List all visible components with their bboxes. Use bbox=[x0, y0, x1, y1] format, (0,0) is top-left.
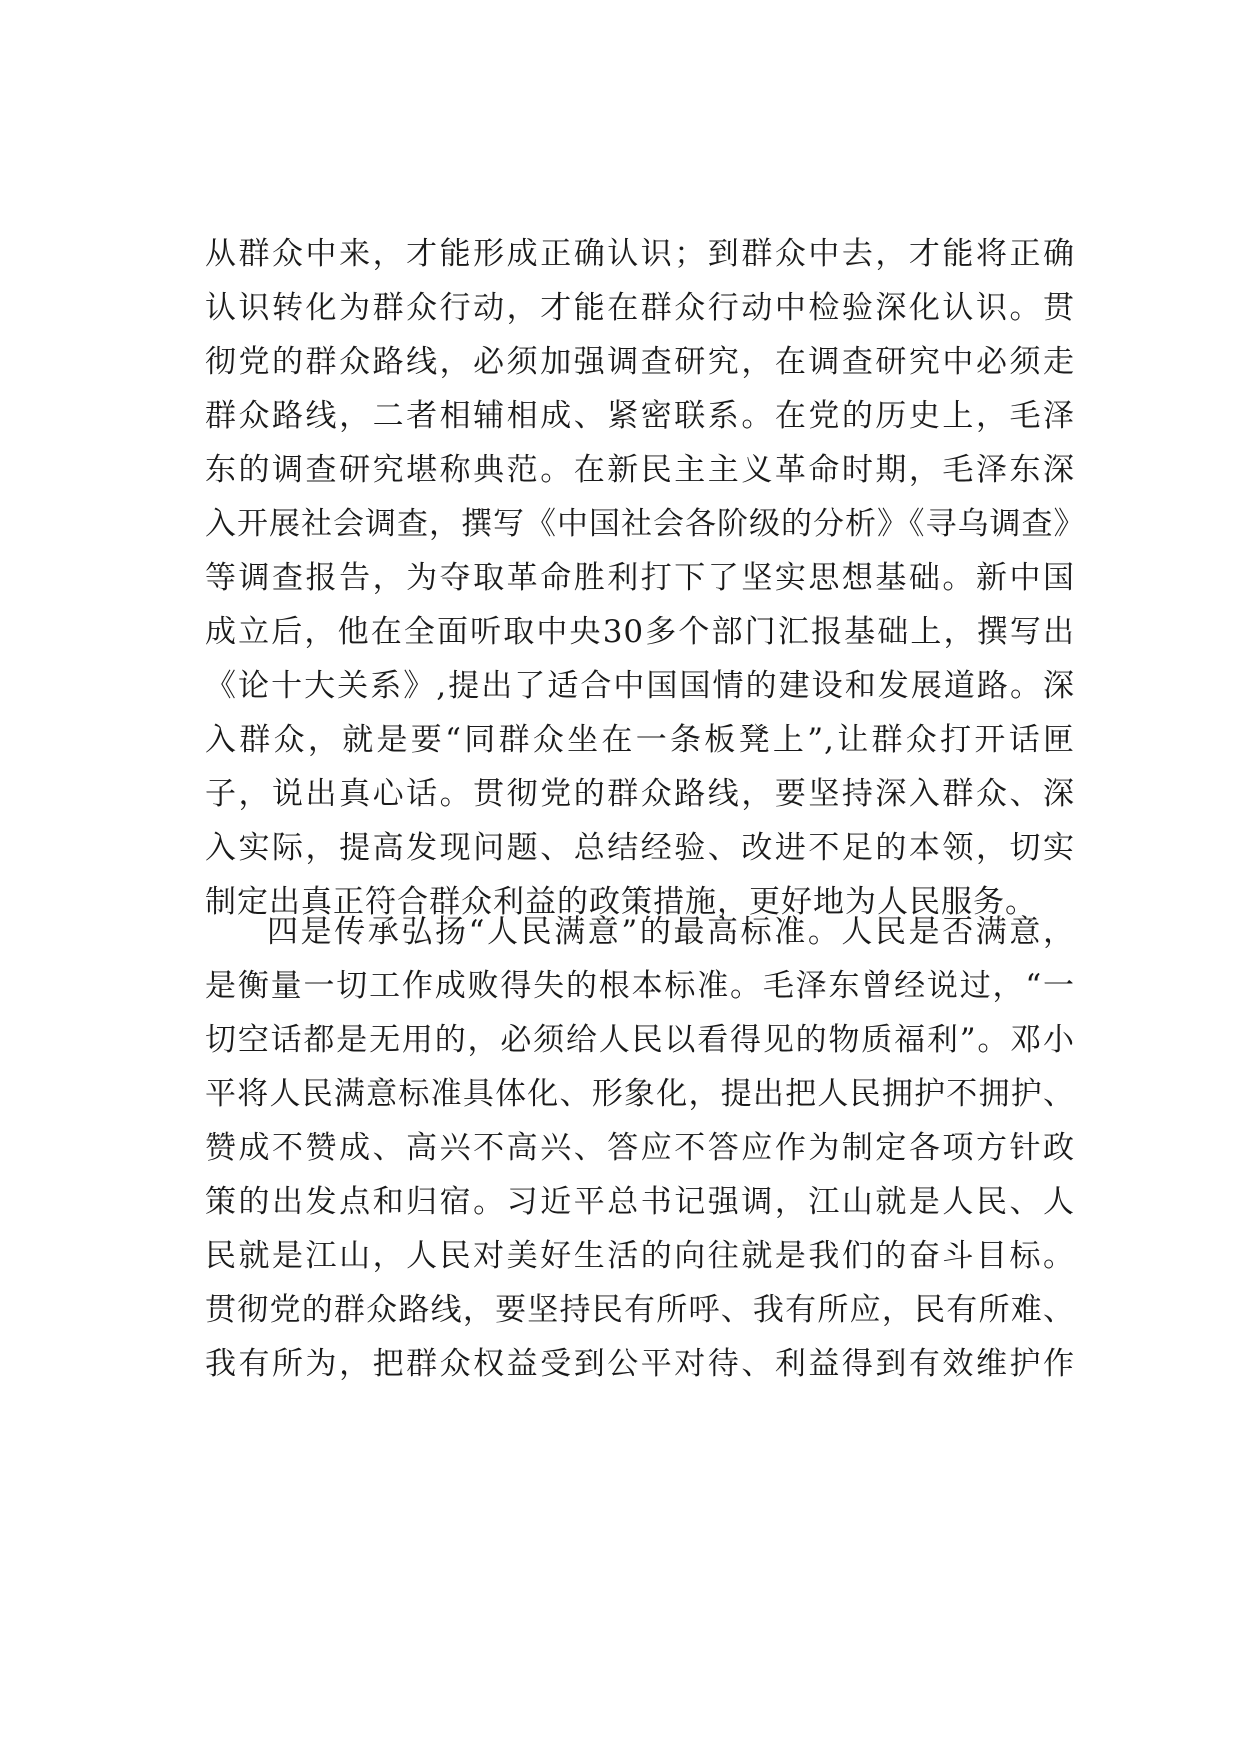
paragraph-line: 入实际，提高发现问题、总结经验、改进不足的本领，切实 bbox=[205, 830, 1075, 866]
paragraph-mass-line-research bbox=[205, 227, 1086, 929]
paragraph-line: 子，说出真心话。贯彻党的群众路线，要坚持深入群众、深 bbox=[205, 776, 1075, 812]
paragraph-line: 认识转化为群众行动，才能在群众行动中检验深化认识。贯 bbox=[205, 290, 1075, 326]
paragraph-line: 民就是江山，人民对美好生活的向往就是我们的奋斗目标。 bbox=[205, 1238, 1075, 1274]
paragraph-line: 彻党的群众路线，必须加强调查研究，在调查研究中必须走 bbox=[205, 344, 1075, 380]
paragraph-line: 贯彻党的群众路线，要坚持民有所呼、我有所应，民有所难、 bbox=[205, 1292, 1075, 1328]
paragraph-line: 策的出发点和归宿。习近平总书记强调，江山就是人民、人 bbox=[205, 1184, 1075, 1220]
paragraph-line: 成立后，他在全面听取中央30多个部门汇报基础上，撰写出 bbox=[205, 614, 1075, 650]
paragraph-line: 平将人民满意标准具体化、形象化，提出把人民拥护不拥护、 bbox=[205, 1076, 1075, 1112]
paragraph-line: 东的调查研究堪称典范。在新民主主义革命时期，毛泽东深 bbox=[205, 452, 1075, 488]
paragraph-line: 赞成不赞成、高兴不高兴、答应不答应作为制定各项方针政 bbox=[205, 1130, 1075, 1166]
paragraph-line: 入开展社会调查，撰写《中国社会各阶级的分析》《寻乌调查》 bbox=[205, 506, 1086, 542]
paragraph-people-satisfaction bbox=[205, 905, 1075, 1391]
paragraph-line: 四是传承弘扬“人民满意”的最高标准。人民是否满意， bbox=[267, 914, 1075, 950]
paragraph-line: 制定出真正符合群众利益的政策措施，更好地为人民服务。 bbox=[205, 884, 1037, 920]
paragraph-line: 切空话都是无用的，必须给人民以看得见的物质福利”。邓小 bbox=[205, 1022, 1075, 1058]
paragraph-line: 入群众，就是要“同群众坐在一条板凳上”,让群众打开话匣 bbox=[205, 722, 1075, 758]
paragraph-line: 等调查报告，为夺取革命胜利打下了坚实思想基础。新中国 bbox=[205, 560, 1075, 596]
paragraph-line: 从群众中来，才能形成正确认识；到群众中去，才能将正确 bbox=[205, 236, 1075, 272]
paragraph-line: 我有所为，把群众权益受到公平对待、利益得到有效维护作 bbox=[205, 1346, 1075, 1382]
paragraph-line: 是衡量一切工作成败得失的根本标准。毛泽东曾经说过，“一 bbox=[205, 968, 1075, 1004]
paragraph-line: 群众路线，二者相辅相成、紧密联系。在党的历史上，毛泽 bbox=[205, 398, 1075, 434]
paragraph-line: 《论十大关系》,提出了适合中国国情的建设和发展道路。深 bbox=[205, 668, 1075, 704]
